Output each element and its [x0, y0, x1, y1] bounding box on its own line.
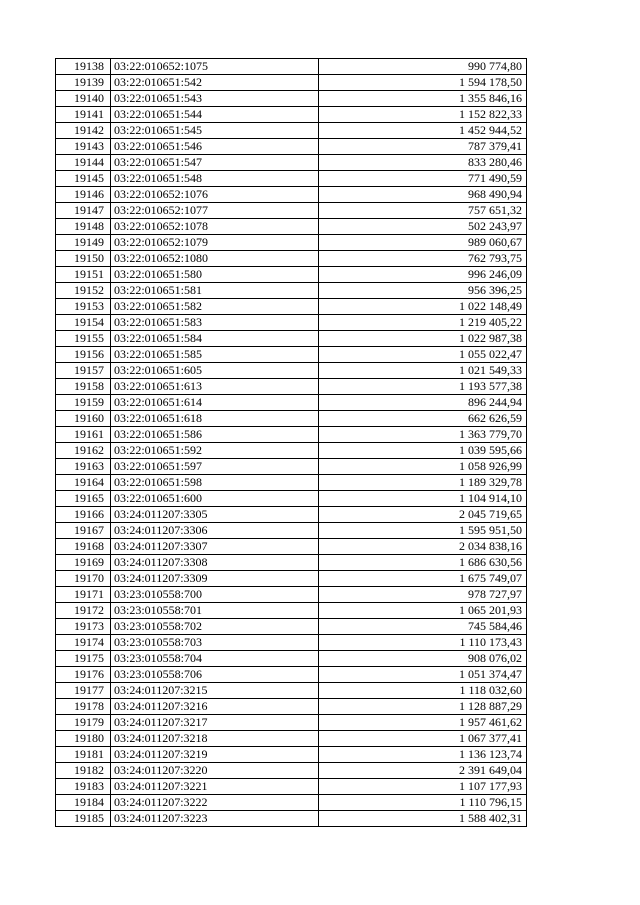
cadastral-value: 1 594 178,50 [319, 75, 527, 91]
cadastral-value: 1 104 914,10 [319, 491, 527, 507]
table-body [56, 59, 527, 827]
row-number: 19138 [56, 59, 111, 75]
cadastral-number: 03:22:010651:584 [111, 331, 319, 347]
row-number: 19183 [56, 779, 111, 795]
row-number: 19166 [56, 507, 111, 523]
cadastral-value: 1 686 630,56 [319, 555, 527, 571]
cadastral-value: 1 058 926,99 [319, 459, 527, 475]
cadastral-number: 03:24:011207:3222 [111, 795, 319, 811]
cadastral-number: 03:22:010651:580 [111, 267, 319, 283]
table-row [56, 363, 527, 379]
table-row [56, 491, 527, 507]
row-number: 19139 [56, 75, 111, 91]
row-number: 19185 [56, 811, 111, 827]
table-row [56, 603, 527, 619]
cadastral-value: 990 774,80 [319, 59, 527, 75]
row-number: 19152 [56, 283, 111, 299]
row-number: 19146 [56, 187, 111, 203]
cadastral-value: 1 152 822,33 [319, 107, 527, 123]
row-number: 19173 [56, 619, 111, 635]
cadastral-value: 1 675 749,07 [319, 571, 527, 587]
table-row [56, 267, 527, 283]
cadastral-number: 03:23:010558:701 [111, 603, 319, 619]
table-row [56, 587, 527, 603]
row-number: 19180 [56, 731, 111, 747]
cadastral-value: 978 727,97 [319, 587, 527, 603]
cadastral-value: 1 355 846,16 [319, 91, 527, 107]
cadastral-value: 762 793,75 [319, 251, 527, 267]
row-number: 19160 [56, 411, 111, 427]
table-row [56, 811, 527, 827]
cadastral-number: 03:22:010651:592 [111, 443, 319, 459]
cadastral-number: 03:22:010651:613 [111, 379, 319, 395]
table-row [56, 395, 527, 411]
cadastral-value: 1 065 201,93 [319, 603, 527, 619]
cadastral-number: 03:22:010651:548 [111, 171, 319, 187]
cadastral-value: 1 595 951,50 [319, 523, 527, 539]
table-row [56, 731, 527, 747]
cadastral-value: 502 243,97 [319, 219, 527, 235]
table-row [56, 443, 527, 459]
row-number: 19157 [56, 363, 111, 379]
table-row [56, 187, 527, 203]
cadastral-value: 745 584,46 [319, 619, 527, 635]
cadastral-value: 757 651,32 [319, 203, 527, 219]
cadastral-number: 03:24:011207:3215 [111, 683, 319, 699]
cadastral-number: 03:22:010651:544 [111, 107, 319, 123]
row-number: 19153 [56, 299, 111, 315]
cadastral-number: 03:22:010651:543 [111, 91, 319, 107]
row-number: 19179 [56, 715, 111, 731]
table-row [56, 795, 527, 811]
table-row [56, 155, 527, 171]
row-number: 19140 [56, 91, 111, 107]
cadastral-value: 968 490,94 [319, 187, 527, 203]
cadastral-number: 03:22:010652:1075 [111, 59, 319, 75]
cadastral-value: 2 391 649,04 [319, 763, 527, 779]
table-row [56, 299, 527, 315]
cadastral-value: 1 118 032,60 [319, 683, 527, 699]
row-number: 19176 [56, 667, 111, 683]
row-number: 19145 [56, 171, 111, 187]
cadastral-value: 1 022 987,38 [319, 331, 527, 347]
cadastral-value: 1 022 148,49 [319, 299, 527, 315]
table-row [56, 555, 527, 571]
cadastral-number: 03:23:010558:706 [111, 667, 319, 683]
table-row [56, 75, 527, 91]
cadastral-value: 1 067 377,41 [319, 731, 527, 747]
row-number: 19184 [56, 795, 111, 811]
row-number: 19177 [56, 683, 111, 699]
row-number: 19158 [56, 379, 111, 395]
cadastral-number: 03:24:011207:3217 [111, 715, 319, 731]
table-row [56, 635, 527, 651]
cadastral-value: 1 055 022,47 [319, 347, 527, 363]
row-number: 19159 [56, 395, 111, 411]
cadastral-number: 03:22:010652:1078 [111, 219, 319, 235]
table-row [56, 523, 527, 539]
row-number: 19172 [56, 603, 111, 619]
cadastral-number: 03:24:011207:3220 [111, 763, 319, 779]
cadastral-number: 03:22:010651:545 [111, 123, 319, 139]
row-number: 19167 [56, 523, 111, 539]
row-number: 19165 [56, 491, 111, 507]
table-row [56, 683, 527, 699]
cadastral-value: 1 363 779,70 [319, 427, 527, 443]
table-row [56, 715, 527, 731]
row-number: 19178 [56, 699, 111, 715]
cadastral-number: 03:22:010651:586 [111, 427, 319, 443]
row-number: 19147 [56, 203, 111, 219]
table-row [56, 539, 527, 555]
cadastral-number: 03:24:011207:3307 [111, 539, 319, 555]
cadastral-number: 03:24:011207:3218 [111, 731, 319, 747]
cadastral-number: 03:22:010651:597 [111, 459, 319, 475]
table-row [56, 619, 527, 635]
table-row [56, 123, 527, 139]
cadastral-value: 1 452 944,52 [319, 123, 527, 139]
table-row [56, 571, 527, 587]
row-number: 19142 [56, 123, 111, 139]
cadastral-value-table [55, 58, 527, 827]
cadastral-value: 896 244,94 [319, 395, 527, 411]
cadastral-number: 03:22:010651:614 [111, 395, 319, 411]
table-row [56, 59, 527, 75]
cadastral-value: 1 128 887,29 [319, 699, 527, 715]
row-number: 19154 [56, 315, 111, 331]
table-row [56, 699, 527, 715]
row-number: 19163 [56, 459, 111, 475]
row-number: 19143 [56, 139, 111, 155]
row-number: 19164 [56, 475, 111, 491]
cadastral-number: 03:24:011207:3223 [111, 811, 319, 827]
table-row [56, 251, 527, 267]
row-number: 19174 [56, 635, 111, 651]
cadastral-number: 03:24:011207:3308 [111, 555, 319, 571]
cadastral-number: 03:22:010652:1077 [111, 203, 319, 219]
row-number: 19141 [56, 107, 111, 123]
row-number: 19155 [56, 331, 111, 347]
row-number: 19170 [56, 571, 111, 587]
cadastral-value: 1 136 123,74 [319, 747, 527, 763]
cadastral-number: 03:23:010558:703 [111, 635, 319, 651]
table-row [56, 283, 527, 299]
cadastral-number: 03:22:010651:547 [111, 155, 319, 171]
cadastral-value: 1 219 405,22 [319, 315, 527, 331]
cadastral-number: 03:23:010558:702 [111, 619, 319, 635]
table-row [56, 475, 527, 491]
cadastral-value: 662 626,59 [319, 411, 527, 427]
cadastral-number: 03:22:010651:585 [111, 347, 319, 363]
cadastral-value: 956 396,25 [319, 283, 527, 299]
cadastral-value: 1 957 461,62 [319, 715, 527, 731]
cadastral-number: 03:24:011207:3309 [111, 571, 319, 587]
cadastral-number: 03:24:011207:3305 [111, 507, 319, 523]
cadastral-value: 996 246,09 [319, 267, 527, 283]
table-row [56, 747, 527, 763]
table-row [56, 235, 527, 251]
cadastral-value: 1 110 796,15 [319, 795, 527, 811]
row-number: 19148 [56, 219, 111, 235]
table-row [56, 347, 527, 363]
document-page [55, 58, 527, 827]
row-number: 19162 [56, 443, 111, 459]
cadastral-value: 1 021 549,33 [319, 363, 527, 379]
table-row [56, 171, 527, 187]
table-row [56, 219, 527, 235]
table-row [56, 411, 527, 427]
table-row [56, 139, 527, 155]
table-row [56, 379, 527, 395]
cadastral-number: 03:22:010652:1079 [111, 235, 319, 251]
table-row [56, 459, 527, 475]
table-row [56, 91, 527, 107]
cadastral-number: 03:23:010558:704 [111, 651, 319, 667]
cadastral-number: 03:22:010651:582 [111, 299, 319, 315]
row-number: 19149 [56, 235, 111, 251]
cadastral-number: 03:22:010651:546 [111, 139, 319, 155]
cadastral-value: 771 490,59 [319, 171, 527, 187]
row-number: 19175 [56, 651, 111, 667]
table-row [56, 315, 527, 331]
cadastral-value: 787 379,41 [319, 139, 527, 155]
row-number: 19151 [56, 267, 111, 283]
row-number: 19182 [56, 763, 111, 779]
cadastral-value: 2 034 838,16 [319, 539, 527, 555]
cadastral-number: 03:22:010652:1080 [111, 251, 319, 267]
table-row [56, 779, 527, 795]
row-number: 19181 [56, 747, 111, 763]
table-row [56, 427, 527, 443]
cadastral-value: 2 045 719,65 [319, 507, 527, 523]
table-row [56, 203, 527, 219]
cadastral-number: 03:24:011207:3306 [111, 523, 319, 539]
row-number: 19161 [56, 427, 111, 443]
table-row [56, 651, 527, 667]
cadastral-value: 833 280,46 [319, 155, 527, 171]
cadastral-value: 989 060,67 [319, 235, 527, 251]
table-row [56, 107, 527, 123]
cadastral-value: 1 588 402,31 [319, 811, 527, 827]
cadastral-number: 03:24:011207:3219 [111, 747, 319, 763]
cadastral-value: 1 051 374,47 [319, 667, 527, 683]
cadastral-number: 03:22:010651:600 [111, 491, 319, 507]
row-number: 19171 [56, 587, 111, 603]
row-number: 19150 [56, 251, 111, 267]
cadastral-number: 03:22:010651:605 [111, 363, 319, 379]
cadastral-value: 1 189 329,78 [319, 475, 527, 491]
row-number: 19169 [56, 555, 111, 571]
cadastral-number: 03:22:010651:542 [111, 75, 319, 91]
cadastral-number: 03:23:010558:700 [111, 587, 319, 603]
cadastral-value: 1 107 177,93 [319, 779, 527, 795]
cadastral-value: 1 110 173,43 [319, 635, 527, 651]
table-row [56, 507, 527, 523]
cadastral-number: 03:22:010651:618 [111, 411, 319, 427]
row-number: 19144 [56, 155, 111, 171]
cadastral-value: 1 193 577,38 [319, 379, 527, 395]
cadastral-number: 03:24:011207:3216 [111, 699, 319, 715]
row-number: 19168 [56, 539, 111, 555]
cadastral-value: 1 039 595,66 [319, 443, 527, 459]
table-row [56, 667, 527, 683]
row-number: 19156 [56, 347, 111, 363]
table-row [56, 763, 527, 779]
table-row [56, 331, 527, 347]
cadastral-number: 03:22:010651:581 [111, 283, 319, 299]
cadastral-value: 908 076,02 [319, 651, 527, 667]
cadastral-number: 03:24:011207:3221 [111, 779, 319, 795]
cadastral-number: 03:22:010651:598 [111, 475, 319, 491]
cadastral-number: 03:22:010652:1076 [111, 187, 319, 203]
cadastral-number: 03:22:010651:583 [111, 315, 319, 331]
